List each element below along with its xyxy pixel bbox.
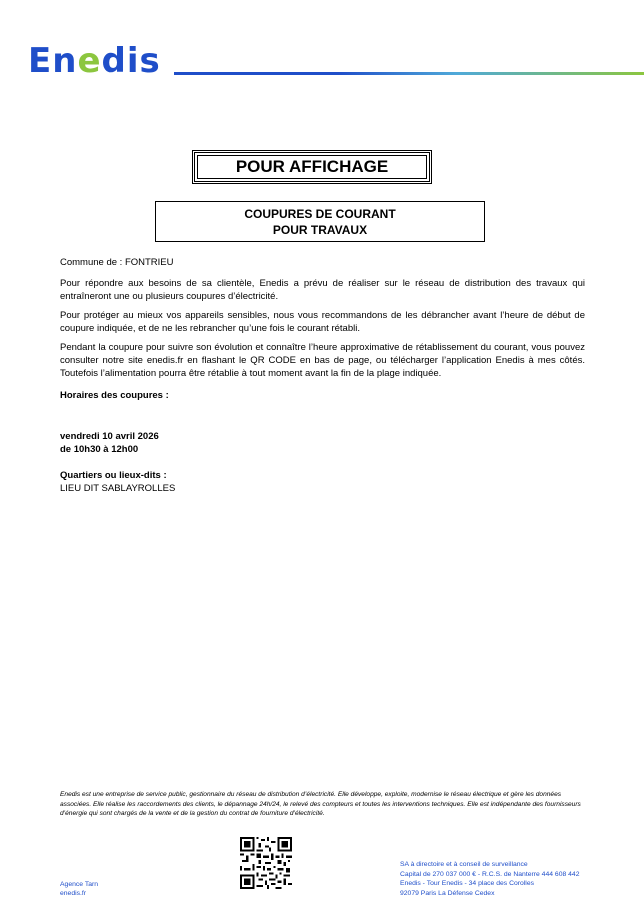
paragraph-3: Pendant la coupure pour suivre son évolution et connaître l’heure approximative de rétablissement du courant, vous pouvez consulter notre site enedis.fr en flashant le QR CODE en bas de page, ou télécharger l’application Enedis à mes côtés. Toutefois l’alimentation pourra être rétablie à tout moment avant la fin de la plage indiquée. [60, 342, 585, 379]
header-divider [174, 72, 644, 75]
agency-website[interactable]: enedis.fr [60, 890, 87, 897]
notice-title-box [155, 201, 485, 242]
commune-label: Commune de : FONTRIEU [60, 257, 174, 268]
logo-text-part1: En [28, 41, 78, 81]
logo-text-part3: dis [101, 41, 161, 81]
legal-line-3: Enedis - Tour Enedis - 34 place des Corolles [400, 880, 534, 887]
notice-title-line1: COUPURES DE COURANT [244, 206, 396, 221]
agency-name: Agence Tarn [60, 881, 99, 888]
legal-line-4: 92079 Paris La Défense Cedex [400, 889, 495, 897]
legal-block [400, 860, 579, 898]
affichage-title: POUR AFFICHAGE [235, 157, 389, 176]
legal-line-1: SA à directoire et à conseil de surveillance [400, 861, 528, 868]
logo-text-part2: e [77, 41, 102, 81]
paragraph-2: Pour protéger au mieux vos appareils sensibles, nous vous recommandons de les débrancher avant l’heure de début de coupure indiquée, et de ne les rebrancher qu’une fois le courant rétabli. [60, 310, 585, 334]
agency-block [60, 880, 98, 898]
footer-about: Enedis est une entreprise de service public, gestionnaire du réseau de distribution d’électricité. Elle développe, exploite, modernise le réseau électrique et gère les données associées. Elle réalise les raccordements des clients, le dépannage 24h/24, le relevé des compteurs et toutes les interventions techniques. Elle est indépendante des fournisseurs d’énergie qui sont chargés de la vente et de la gestion du contrat de fourniture d’électricité. [60, 791, 581, 817]
notice-title-line2: POUR TRAVAUX [272, 222, 368, 237]
legal-line-2: Capital de 270 037 000 € - R.C.S. de Nanterre 444 608 442 [400, 870, 580, 878]
outage-time: de 10h30 à 12h00 [60, 444, 139, 455]
affichage-title-box [192, 150, 432, 184]
paragraph-1: Pour répondre aux besoins de sa clientèle, Enedis a prévu de réaliser sur le réseau de distribution des travaux qui entraîneront une ou plusieurs coupures d’électricité. [60, 278, 585, 302]
quartiers-label: Quartiers ou lieux-dits : [60, 470, 167, 481]
outage-date: vendredi 10 avril 2026 [60, 431, 159, 442]
horaires-label: Horaires des coupures : [60, 390, 169, 401]
qr-code-icon[interactable] [240, 837, 292, 889]
enedis-logo [28, 41, 161, 81]
lieu-dit: LIEU DIT SABLAYROLLES [60, 483, 176, 494]
